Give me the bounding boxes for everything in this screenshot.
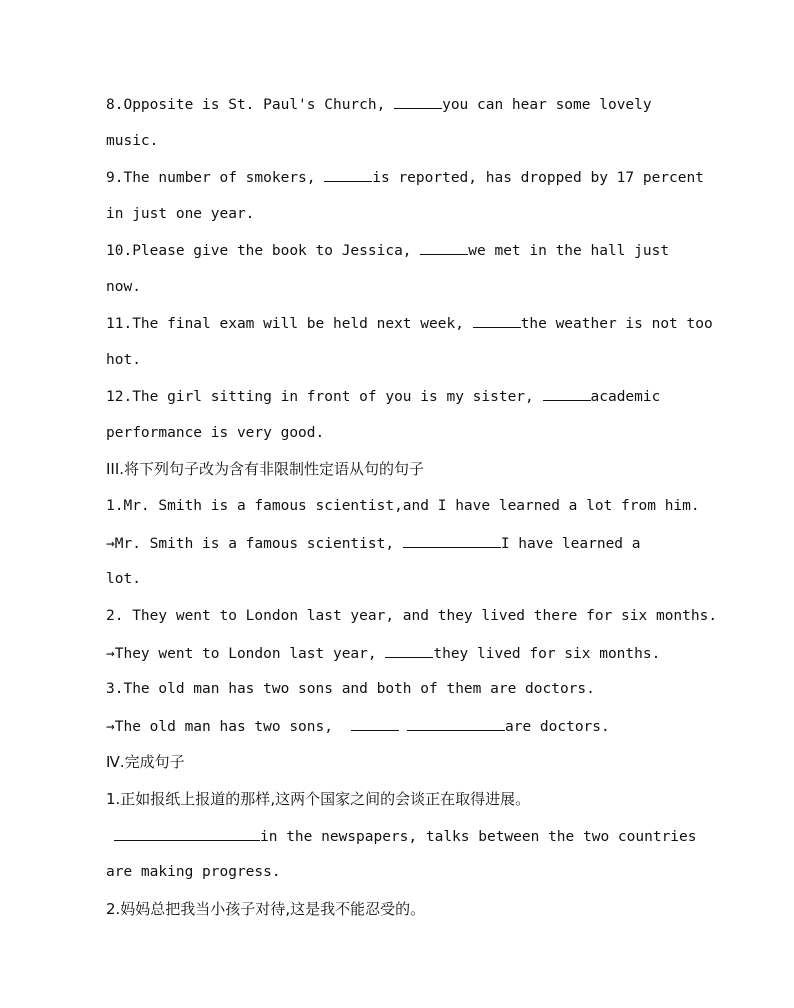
answer-blank[interactable] — [403, 533, 501, 548]
answer-suffix: they lived for six months. — [433, 646, 661, 662]
question-8-line-2: music. — [106, 133, 159, 149]
section-3-item-2-answer — [106, 643, 660, 664]
question-11-line-2: hot. — [106, 352, 141, 368]
section-3-item-1-answer — [106, 533, 641, 554]
answer-suffix: in the newspapers, talks between the two countries — [260, 829, 697, 845]
answer-blank[interactable] — [473, 313, 521, 328]
question-12-text-cont: academic — [590, 389, 661, 405]
section-4-title: Ⅳ.完成句子 — [106, 753, 185, 771]
question-9-text-cont: is reported, has dropped by 17 percent — [372, 170, 704, 186]
section-3-title: III.将下列句子改为含有非限制性定语从句的句子 — [106, 460, 425, 478]
question-11-text-cont: the weather is not too — [520, 316, 713, 332]
section-4-item-1-answer — [106, 826, 697, 847]
section-3-item-1: 1.Mr. Smith is a famous scientist,and I have learned a lot from him. — [106, 498, 700, 514]
answer-blank-1[interactable] — [351, 716, 399, 731]
question-9-line-1 — [106, 167, 704, 188]
answer-blank[interactable] — [394, 94, 442, 109]
section-4-item-1: 1.正如报纸上报道的那样,这两个国家之间的会谈正在取得进展。 — [106, 790, 531, 808]
section-4-item-2: 2.妈妈总把我当小孩子对待,这是我不能忍受的。 — [106, 900, 426, 918]
question-11-text: 11.The final exam will be held next week, — [106, 316, 473, 332]
answer-blank[interactable] — [324, 167, 372, 182]
answer-blank[interactable] — [114, 826, 260, 841]
question-9-line-2: in just one year. — [106, 206, 255, 222]
question-10-line-1 — [106, 240, 669, 261]
answer-prefix: →The old man has two sons, — [106, 719, 333, 735]
answer-blank[interactable] — [420, 240, 468, 255]
question-10-text-cont: we met in the hall just — [468, 243, 670, 259]
answer-blank[interactable] — [543, 386, 591, 401]
section-3-item-2: 2. They went to London last year, and they lived there for six months. — [106, 608, 718, 624]
section-3-item-1-answer-cont: lot. — [106, 571, 141, 587]
section-3-item-3: 3.The old man has two sons and both of them are doctors. — [106, 681, 595, 697]
question-11-line-1 — [106, 313, 713, 334]
answer-prefix: →They went to London last year, — [106, 646, 386, 662]
section-3-item-3-answer — [106, 716, 610, 737]
question-12-text: 12.The girl sitting in front of you is my sister, — [106, 389, 543, 405]
answer-suffix: I have learned a — [500, 536, 641, 552]
section-4-item-1-answer-cont: are making progress. — [106, 864, 281, 880]
answer-suffix: are doctors. — [504, 719, 610, 735]
question-8-text-cont: you can hear some lovely — [442, 97, 652, 113]
answer-blank[interactable] — [385, 643, 433, 658]
answer-prefix: →Mr. Smith is a famous scientist, — [106, 536, 403, 552]
question-12-line-1 — [106, 386, 660, 407]
question-10-text: 10.Please give the book to Jessica, — [106, 243, 421, 259]
question-8-line-1 — [106, 94, 652, 115]
question-12-line-2: performance is very good. — [106, 425, 325, 441]
question-8-text: 8.Opposite is St. Paul's Church, — [106, 97, 395, 113]
answer-blank-2[interactable] — [407, 716, 505, 731]
question-9-text: 9.The number of smokers, — [106, 170, 325, 186]
question-10-line-2: now. — [106, 279, 141, 295]
